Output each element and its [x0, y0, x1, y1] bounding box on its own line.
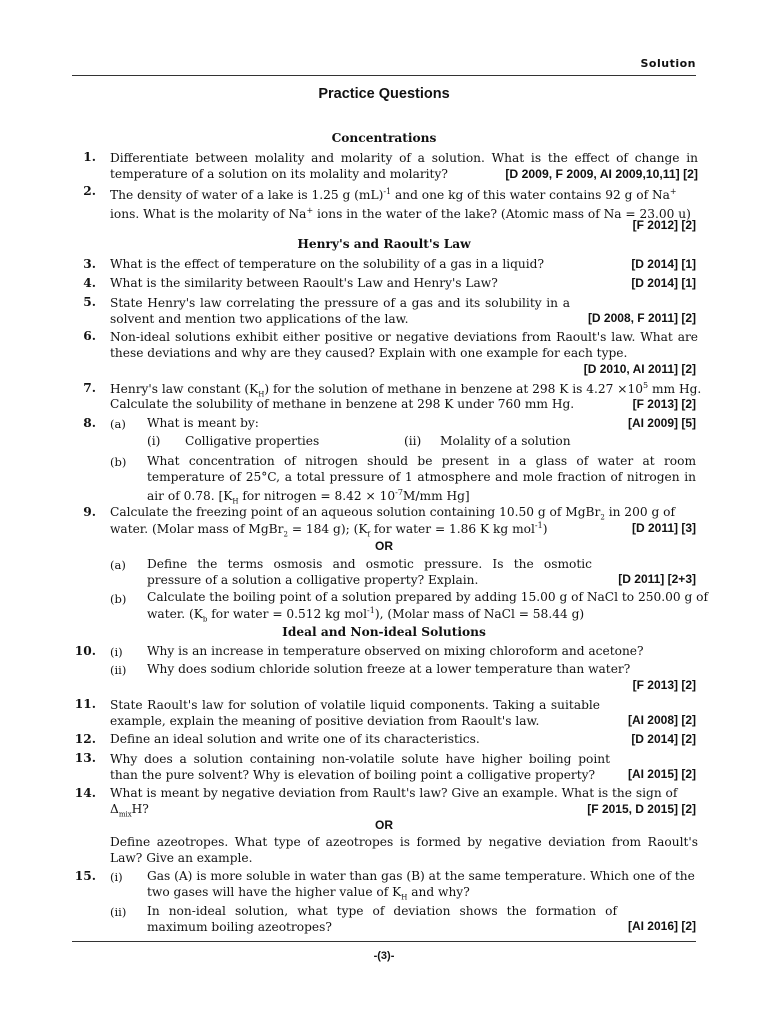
question-text: Gas (A) is more soluble in water than gas (B) at the same temperature. Which one of the	[147, 869, 695, 883]
question-number: 15.	[74, 869, 96, 883]
page-title: Practice Questions	[318, 86, 450, 102]
question-text: State Henry's law correlating the pressure of a gas and its solubility in a solvent and mention two applications of the law.	[110, 296, 570, 326]
part-label: (ii)	[110, 905, 127, 919]
question-reference: [AI 2016] [2]	[627, 919, 696, 933]
question-text: The density of water of a lake is 1.25 g (mL)$^{-1}$ and one kg of this water contains 92 g of Na+ ions. What is the molarity of Na+ ions in the water of the lake? (Atomic mass of Na = 23.00 u)	[110, 187, 691, 222]
question-text: State Raoult's law for solution of volatile liquid components. Taking a suitable example, explain the meaning of positive deviation from Raoult's law.	[110, 698, 600, 728]
question-reference: [D 2009, F 2009, AI 2009,10,11] [2]	[505, 167, 698, 181]
question-reference: [D 2014] [1]	[631, 276, 696, 290]
question-number: 9.	[83, 505, 96, 519]
question-text: In non-ideal solution, what type of deviation shows the formation of maximum boiling azeotropes?	[147, 904, 617, 934]
question-text: Why does sodium chloride solution freeze at a lower temperature than water?	[147, 662, 631, 676]
question-text: Molality of a solution	[440, 434, 571, 448]
part-label: (i)	[110, 870, 123, 884]
question-text: Calculate the solubility of methane in benzene at 298 K under 760 mm Hg.	[110, 397, 575, 411]
question-text: water. ($K_b$ for water = 0.512 kg mol$^{-1}$), (Molar mass of NaCl = 58.44 g)	[147, 606, 585, 624]
page-number: -(3)-	[373, 950, 395, 962]
question-text: Why does a solution containing non-volatile solute have higher boiling point than the pure solvent? Why is elevation of boiling point a colligative property?	[110, 752, 610, 782]
question-text: Henry's law constant $(K_H)$ for the solution of methane in benzene at 298 K is $4.27 \times 10^5$ mm Hg.	[110, 381, 702, 399]
question-text: What is meant by negative deviation from Rault's law? Give an example. What is the sign of	[110, 786, 678, 800]
question-reference: [AI 2009] [5]	[627, 416, 696, 430]
question-reference: [D 2010, AI 2011] [2]	[583, 362, 696, 376]
part-label: (a)	[110, 417, 126, 431]
part-label: (a)	[110, 558, 126, 572]
question-number: 13.	[74, 751, 96, 765]
question-text: Non-ideal solutions exhibit either positive or negative deviations from Raoult's law. What are these deviations and why are they caused? Explain with one example for each type.	[110, 330, 698, 360]
question-text: Define an ideal solution and write one of its characteristics.	[110, 732, 480, 746]
header-rule	[72, 75, 696, 76]
question-reference: [F 2012] [2]	[632, 218, 696, 232]
question-text: Calculate the freezing point of an aqueous solution containing 10.50 g of MgBr$_2$ in 200 g of	[110, 505, 675, 522]
question-text: What concentration of nitrogen should be present in a glass of water at room temperature of 25°C, a total pressure of 1 atmosphere and mole fraction of nitrogen in air of 0.78. [$K_H$ for nitrogen = $8.42 \times 10^{-7}M/mm$ Hg]	[147, 454, 696, 506]
question-number: 3.	[83, 257, 96, 271]
question-number: 5.	[83, 295, 96, 309]
question-text: What is the effect of temperature on the solubility of a gas in a liquid?	[110, 257, 544, 271]
question-reference: [D 2014] [2]	[631, 732, 696, 746]
question-text: What is the similarity between Raoult's Law and Henry's Law?	[110, 276, 498, 290]
question-text: two gases will have the higher value of $K_H$ and why?	[147, 885, 470, 902]
sub-part-label: (ii)	[404, 434, 422, 448]
question-reference: [D 2011] [3]	[631, 521, 696, 535]
question-number: 14.	[74, 786, 96, 800]
question-reference: [AI 2015] [2]	[627, 767, 696, 781]
question-text: Differentiate between molality and molarity of a solution. What is the effect of change in temperature of a solution on its molality and molarity? [D 2009, F 2009, AI 2009,10,11] [2]	[110, 151, 698, 181]
or-separator: OR	[375, 539, 393, 553]
part-label: (ii)	[110, 663, 127, 677]
footer-rule	[72, 941, 696, 942]
question-reference: [AI 2008] [2]	[627, 713, 696, 727]
question-reference: [F 2015, D 2015] [2]	[587, 802, 696, 816]
question-number: 6.	[83, 329, 96, 343]
question-number: 10.	[74, 644, 96, 658]
running-header: Solution	[640, 57, 696, 70]
part-label: (i)	[110, 645, 123, 659]
question-number: 8.	[83, 416, 96, 430]
question-reference: [D 2011] [2+3]	[618, 572, 696, 586]
question-text: Why is an increase in temperature observed on mixing chloroform and acetone?	[147, 644, 644, 658]
question-number: 2.	[83, 184, 96, 198]
question-text: water. (Molar mass of MgBr$_2$ = 184 g); ($K_f$ for water = 1.86 K kg mol$^{-1}$)	[110, 521, 548, 539]
section-heading-ideal-nonideal: Ideal and Non-ideal Solutions	[282, 625, 486, 639]
question-reference: [D 2014] [1]	[631, 257, 696, 271]
question-text: $\Delta_{mix}H$?	[110, 802, 149, 819]
section-heading-henrys-raoults: Henry's and Raoult's Law	[297, 237, 471, 251]
question-number: 1.	[83, 150, 96, 164]
section-heading-concentrations: Concentrations	[331, 131, 437, 145]
question-text: Colligative properties	[185, 434, 320, 448]
question-number: 4.	[83, 276, 96, 290]
part-label: (b)	[110, 455, 127, 469]
question-number: 7.	[83, 381, 96, 395]
or-separator: OR	[375, 818, 393, 832]
question-number: 12.	[74, 732, 96, 746]
question-reference: [F 2013] [2]	[632, 397, 696, 411]
question-reference: [F 2013] [2]	[632, 678, 696, 692]
sub-part-label: (i)	[147, 434, 161, 448]
part-label: (b)	[110, 592, 127, 606]
question-text: Calculate the boiling point of a solution prepared by adding 15.00 g of NaCl to 250.00 g of	[147, 590, 709, 604]
question-text: What is meant by:	[147, 416, 259, 430]
question-text: Define azeotropes. What type of azeotropes is formed by negative deviation from Raoult's Law? Give an example.	[110, 835, 698, 865]
question-text: Define the terms osmosis and osmotic pressure. Is the osmotic pressure of a solution a colligative property? Explain.	[147, 557, 592, 587]
question-reference: [D 2008, F 2011] [2]	[587, 311, 696, 325]
question-number: 11.	[74, 697, 96, 711]
